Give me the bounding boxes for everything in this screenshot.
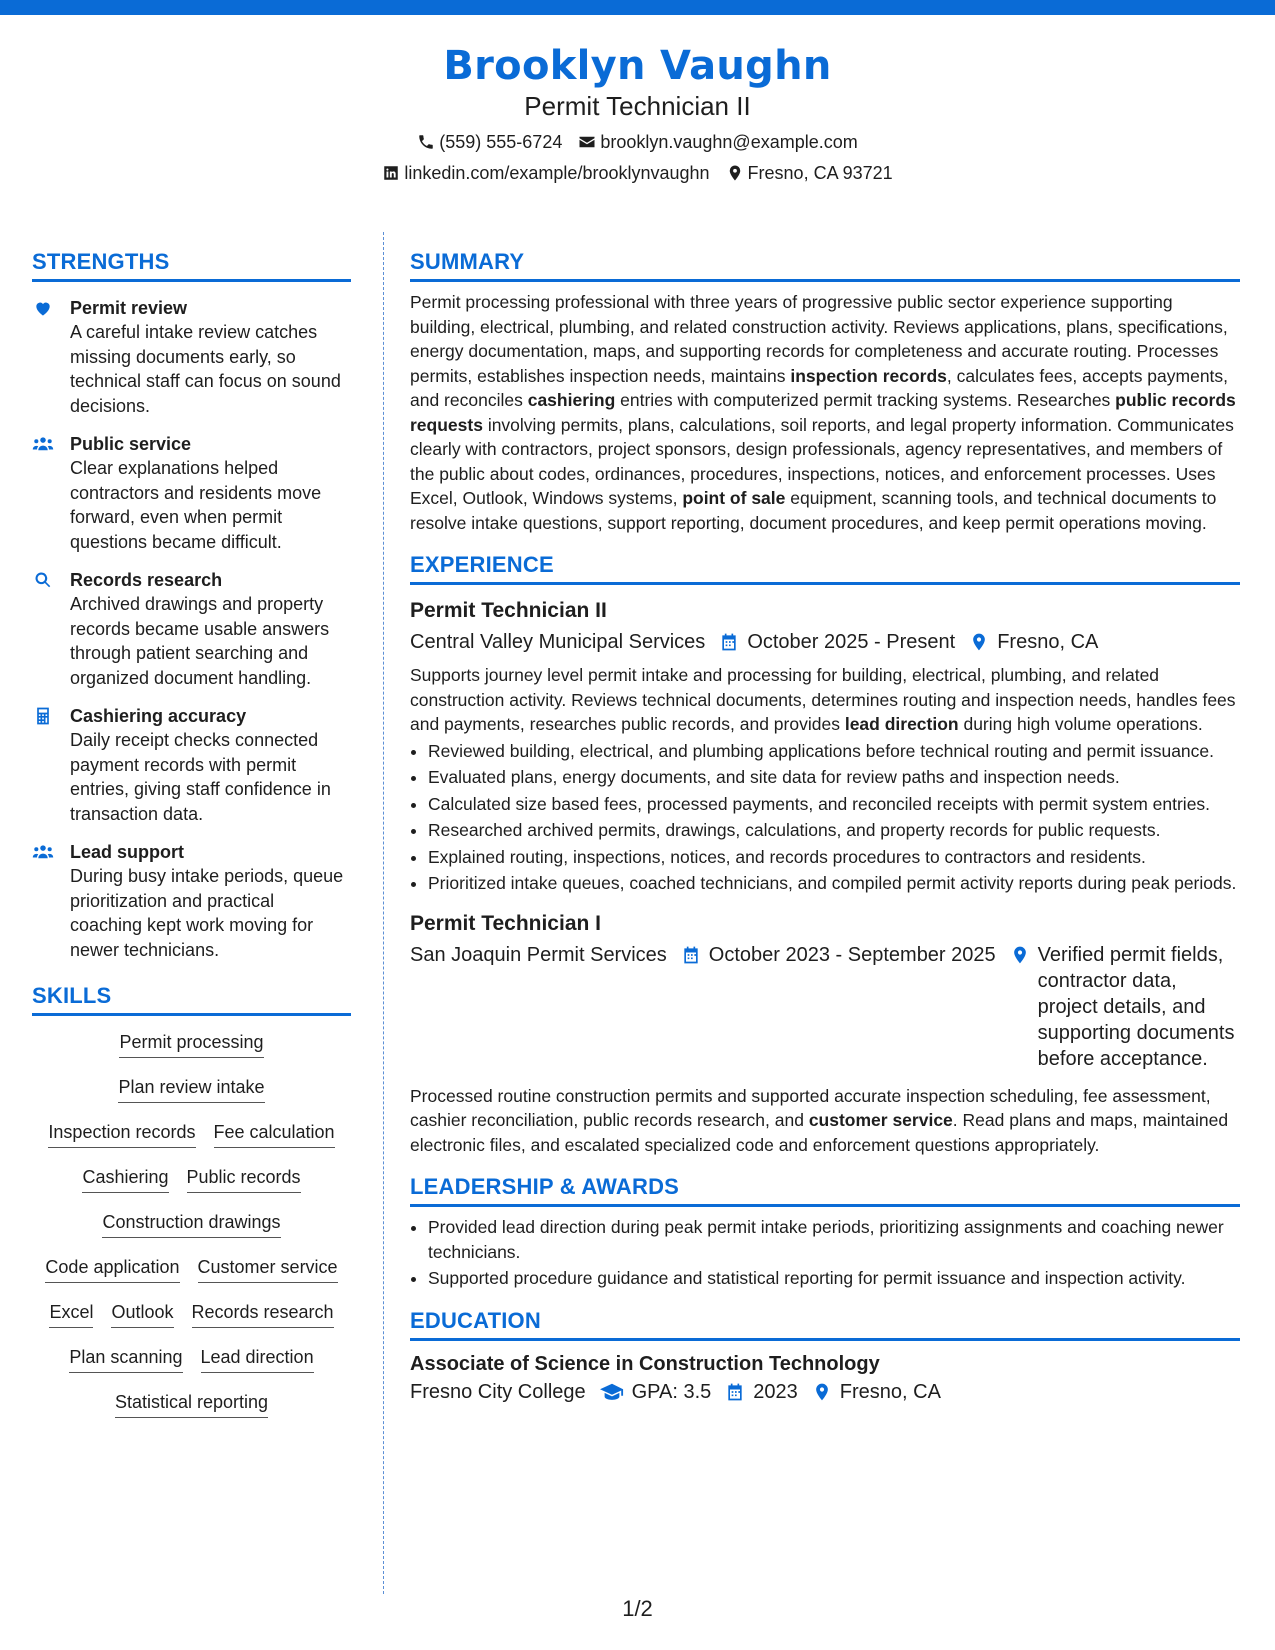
strength-item — [32, 568, 351, 690]
leadership-bullets — [410, 1215, 1240, 1291]
education-heading: EDUCATION — [410, 1307, 1240, 1341]
bullet-item: • Explained routing, inspections, notices, and records procedures to contractors and residents. — [428, 845, 1240, 870]
job-company: Central Valley Municipal Services — [410, 631, 706, 653]
skill-tag: Public records — [187, 1165, 301, 1193]
page-number: 1/2 — [622, 1596, 653, 1621]
skill-tag: Outlook — [111, 1300, 173, 1328]
job-description: Processed routine construction permits and supported accurate inspection scheduling, fee assessment, cashier reconciliation, public records research, and customer service. Read plans and maps, maintained electronic files, and escalated specialized code and enforcement questions appropriately. — [410, 1085, 1229, 1155]
search-icon — [32, 570, 54, 590]
contact-phone — [417, 131, 562, 153]
envelope-icon — [578, 133, 596, 151]
strength-title: Cashiering accuracy — [70, 706, 247, 726]
education-location: Fresno, CA — [839, 1380, 941, 1403]
education-gpa: GPA: 3.5 — [631, 1380, 712, 1403]
map-pin-icon — [726, 164, 744, 182]
education-meta — [410, 1379, 1240, 1405]
job-location: Verified permit fields, contractor data, project details, and supporting documents before acceptance. — [1037, 943, 1235, 1070]
calendar-icon — [725, 1381, 745, 1403]
strength-title: Records research — [70, 570, 223, 590]
skill-tag: Cashiering — [82, 1165, 168, 1193]
school-name: Fresno City College — [410, 1380, 586, 1403]
calendar-icon — [719, 631, 739, 653]
job-dates: October 2023 - September 2025 — [708, 943, 996, 966]
strengths-list — [32, 296, 351, 962]
job-dates: October 2025 - Present — [747, 631, 956, 653]
strength-item — [32, 432, 351, 554]
summary-text: Permit processing professional with three years of progressive public sector experience supporting building, electrical, plumbing, and related construction activity. Reviews applications, plans, specifications, energy documentation, maps, and supporting records for completeness and accurate routing. Processes permits, establishes inspection needs, maintains inspection records, calculates fees, accepts payments, and reconciles cashiering entries with computerized permit tracking systems. Researches public records requests involving permits, plans, calculations, soil reports, and legal property information. Communicates clearly with contractors, project sponsors, design professionals, agency representatives, and members of the public about codes, ordinances, procedures, inspections, notices, and enforcement processes. Uses Excel, Outlook, Windows systems, point of sale equipment, scanning tools, and technical documents to resolve intake questions, support reporting, document procedures, and keep permit operations moving. — [410, 292, 1236, 533]
location-text: Fresno, CA 93721 — [747, 163, 893, 183]
top-accent-bar — [0, 0, 1275, 15]
strength-desc: Archived drawings and property records became usable answers through patient searching and organized document handling. — [70, 594, 330, 688]
skill-tag: Customer service — [198, 1255, 338, 1283]
skills-heading: SKILLS — [32, 982, 351, 1016]
candidate-title: Permit Technician II — [524, 91, 751, 121]
bullet-item: • Provided lead direction during peak permit intake periods, prioritizing assignments and coaching newer technicians. — [428, 1215, 1240, 1264]
skill-tag: Construction drawings — [102, 1210, 280, 1238]
strength-title: Lead support — [70, 842, 185, 862]
summary-heading: SUMMARY — [410, 248, 1240, 282]
users-icon — [32, 434, 54, 454]
column-divider — [383, 232, 384, 1594]
contact-row-1 — [0, 131, 1275, 153]
skill-tag: Plan scanning — [69, 1345, 182, 1373]
skills-list — [32, 1030, 351, 1435]
skill-tag: Excel — [49, 1300, 93, 1328]
strength-title: Public service — [70, 434, 192, 454]
phone-text: (559) 555-6724 — [439, 132, 563, 152]
map-pin-icon — [969, 631, 989, 653]
candidate-name: Brooklyn Vaughn — [443, 43, 832, 89]
job-meta — [410, 629, 1240, 655]
degree-title: Associate of Science in Construction Technology — [410, 1352, 880, 1375]
skill-tag: Fee calculation — [214, 1120, 335, 1148]
skill-tag: Permit processing — [119, 1030, 263, 1058]
strength-item — [32, 296, 351, 418]
contact-location — [726, 162, 893, 184]
skill-tag: Lead direction — [201, 1345, 314, 1373]
email-text[interactable]: brooklyn.vaughn@example.com — [600, 132, 858, 152]
bullet-item: • Calculated size based fees, processed payments, and reconciled receipts with permit system entries. — [428, 792, 1240, 817]
map-pin-icon — [812, 1381, 832, 1403]
strength-desc: Clear explanations helped contractors and residents move forward, even when permit questions became difficult. — [70, 458, 322, 552]
education-year: 2023 — [753, 1380, 798, 1403]
leadership-heading: LEADERSHIP & AWARDS — [410, 1173, 1240, 1207]
strengths-heading: STRENGTHS — [32, 248, 351, 282]
job-entry — [410, 910, 1240, 1158]
skill-tag: Code application — [45, 1255, 179, 1283]
bullet-item: • Supported procedure guidance and statistical reporting for permit issuance and inspection activity. — [428, 1266, 1240, 1291]
job-title: Permit Technician I — [410, 911, 601, 935]
job-entry — [410, 597, 1240, 896]
heart-icon — [32, 298, 54, 318]
strength-desc: During busy intake periods, queue prioritization and practical coaching kept work moving for newer technicians. — [70, 866, 344, 960]
job-bullets — [410, 739, 1240, 896]
job-company: San Joaquin Permit Services — [410, 943, 667, 966]
graduation-cap-icon — [600, 1381, 624, 1403]
bullet-item: • Prioritized intake queues, coached technicians, and compiled permit activity reports during peak periods. — [428, 871, 1240, 896]
job-meta — [410, 942, 1240, 1072]
skill-tag: Statistical reporting — [115, 1390, 268, 1418]
skill-tag: Records research — [192, 1300, 334, 1328]
calendar-icon — [681, 944, 701, 966]
job-title: Permit Technician II — [410, 599, 607, 622]
contact-row-2 — [0, 162, 1275, 184]
right-column — [410, 248, 1240, 1405]
job-description: Supports journey level permit intake and processing for building, electrical, plumbing, and related construction activity. Reviews technical documents, determines routing and inspection needs, handles fees and payments, researches public records, and provides lead direction during high volume operations. — [410, 665, 1236, 734]
strength-item — [32, 840, 351, 962]
linkedin-icon — [382, 164, 400, 182]
bullet-item: • Evaluated plans, energy documents, and site data for review paths and inspection needs. — [428, 765, 1240, 790]
calculator-icon — [32, 706, 54, 726]
strength-item — [32, 704, 351, 826]
users-icon — [32, 842, 54, 862]
bullet-item: • Reviewed building, electrical, and plumbing applications before technical routing and permit issuance. — [428, 739, 1240, 764]
strength-desc: A careful intake review catches missing documents early, so technical staff can focus on sound decisions. — [70, 322, 341, 416]
experience-heading: EXPERIENCE — [410, 551, 1240, 585]
resume-header — [0, 42, 1275, 184]
contact-linkedin[interactable] — [382, 162, 709, 184]
strength-desc: Daily receipt checks connected payment records with permit entries, giving staff confidence in transaction data. — [70, 730, 331, 824]
skill-tag: Inspection records — [48, 1120, 195, 1148]
linkedin-text[interactable]: linkedin.com/example/brooklynvaughn — [404, 163, 710, 183]
job-location: Fresno, CA — [997, 631, 1099, 653]
contact-email[interactable] — [578, 131, 857, 153]
map-pin-icon — [1010, 944, 1030, 966]
left-column — [32, 248, 351, 1435]
strength-title: Permit review — [70, 298, 188, 318]
bullet-item: • Researched archived permits, drawings, calculations, and property records for public requests. — [428, 818, 1240, 843]
phone-icon — [417, 133, 435, 151]
skill-tag: Plan review intake — [118, 1075, 264, 1103]
